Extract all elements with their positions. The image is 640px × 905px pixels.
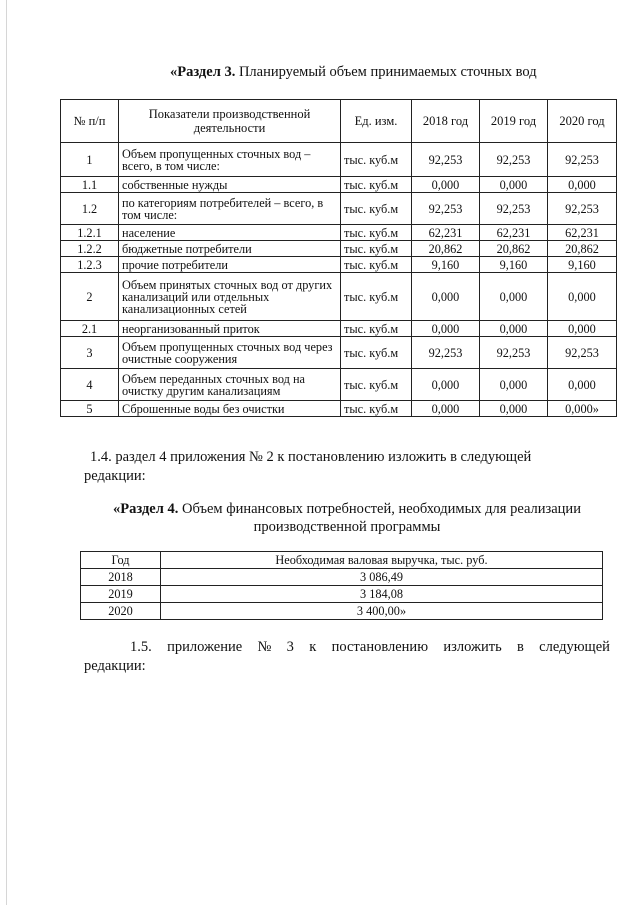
table-row (61, 143, 617, 177)
wastewater-volume-table (60, 99, 617, 417)
section-4-title-text: Объем финансовых потребностей, необходимых для реализации производственной программы (181, 501, 581, 535)
section-4-title (92, 500, 602, 536)
row-indicator: Объем пропущенных сточных вод через очистные сооружения (119, 337, 341, 369)
row-unit: тыс. куб.м (341, 177, 412, 193)
row-number: 1.2.3 (61, 257, 119, 273)
row-number: 1.1 (61, 177, 119, 193)
row-value-2020: 20,862 (548, 241, 617, 257)
header-revenue: Необходимая валовая выручка, тыс. руб. (161, 552, 603, 569)
row-indicator: Сброшенные воды без очистки (119, 401, 341, 417)
row-number: 1.2.1 (61, 225, 119, 241)
header-2019: 2019 год (480, 100, 548, 143)
paragraph-1-5-word: 1.5. (130, 639, 152, 655)
row-indicator: по категориям потребителей – всего, в том числе: (119, 193, 341, 225)
row-number: 1 (61, 143, 119, 177)
row-unit: тыс. куб.м (341, 401, 412, 417)
row-number: 2.1 (61, 321, 119, 337)
row-value-2020: 62,231 (548, 225, 617, 241)
row-value-2019: 0,000 (480, 321, 548, 337)
header-year: Год (81, 552, 161, 569)
row-value-2019: 62,231 (480, 225, 548, 241)
row-year: 2020 (81, 603, 161, 620)
row-value-2019: 0,000 (480, 177, 548, 193)
row-value-2020: 92,253 (548, 337, 617, 369)
paragraph-1-5-word: в (517, 639, 524, 655)
table-row (61, 225, 617, 241)
row-value-2020: 0,000 (548, 273, 617, 321)
row-unit: тыс. куб.м (341, 369, 412, 401)
row-indicator: Объем принятых сточных вод от других канализаций или отдельных канализационных сетей (119, 273, 341, 321)
row-indicator: прочие потребители (119, 257, 341, 273)
paragraph-1-5-word: 3 (286, 639, 294, 655)
table-row (61, 241, 617, 257)
row-value-2020: 92,253 (548, 193, 617, 225)
table-row (61, 337, 617, 369)
financial-needs-table (80, 551, 603, 620)
paragraph-1-5-word: следующей (539, 639, 610, 655)
table-header-row (61, 100, 617, 143)
table-row (61, 177, 617, 193)
row-indicator: Объем пропущенных сточных вод – всего, в том числе: (119, 143, 341, 177)
row-number: 1.2.2 (61, 241, 119, 257)
row-value-2019: 0,000 (480, 369, 548, 401)
row-value-2019: 92,253 (480, 143, 548, 177)
paragraph-1-5-word: приложение (167, 639, 243, 655)
paragraph-1-5 (84, 638, 610, 676)
row-unit: тыс. куб.м (341, 241, 412, 257)
row-value-2019: 20,862 (480, 241, 548, 257)
row-unit: тыс. куб.м (341, 273, 412, 321)
row-indicator: неорганизованный приток (119, 321, 341, 337)
row-value-2019: 92,253 (480, 193, 548, 225)
row-value-2020: 0,000» (548, 401, 617, 417)
paragraph-1-5-word: № (257, 639, 272, 655)
row-value-2020: 0,000 (548, 321, 617, 337)
row-value-2019: 9,160 (480, 257, 548, 273)
table-row (81, 586, 603, 603)
section-3-title-bold: «Раздел 3. (170, 64, 236, 80)
row-year: 2018 (81, 569, 161, 586)
section-3-title (170, 64, 537, 81)
header-number: № п/п (61, 100, 119, 143)
paragraph-1-5-line2: редакции: (84, 658, 146, 674)
section-3-title-text: Планируемый объем принимаемых сточных вод (238, 64, 537, 80)
table-row (61, 193, 617, 225)
paragraph-1-5-line1 (90, 638, 610, 657)
table-row (61, 257, 617, 273)
row-value-2020: 0,000 (548, 369, 617, 401)
table-row (81, 603, 603, 620)
table-row (61, 401, 617, 417)
row-year: 2019 (81, 586, 161, 603)
row-unit: тыс. куб.м (341, 257, 412, 273)
table-row (61, 369, 617, 401)
row-number: 3 (61, 337, 119, 369)
paragraph-1-5-word: к (309, 639, 317, 655)
paragraph-1-5-word: постановлению (331, 639, 429, 655)
row-value-2018: 62,231 (412, 225, 480, 241)
row-value-2018: 0,000 (412, 401, 480, 417)
scan-margin-line (6, 0, 7, 905)
row-unit: тыс. куб.м (341, 225, 412, 241)
paragraph-1-4 (84, 448, 610, 486)
table-row (61, 273, 617, 321)
row-number: 1.2 (61, 193, 119, 225)
row-number: 2 (61, 273, 119, 321)
row-indicator: бюджетные потребители (119, 241, 341, 257)
row-value-2018: 0,000 (412, 177, 480, 193)
row-value-2018: 20,862 (412, 241, 480, 257)
header-unit: Ед. изм. (341, 100, 412, 143)
table-row (81, 569, 603, 586)
row-value-2018: 9,160 (412, 257, 480, 273)
row-revenue: 3 184,08 (161, 586, 603, 603)
row-indicator: население (119, 225, 341, 241)
row-value-2019: 0,000 (480, 273, 548, 321)
row-value-2020: 0,000 (548, 177, 617, 193)
row-revenue: 3 400,00» (161, 603, 603, 620)
paragraph-1-5-word: изложить (443, 639, 502, 655)
row-value-2020: 92,253 (548, 143, 617, 177)
table-row (61, 321, 617, 337)
row-value-2018: 0,000 (412, 369, 480, 401)
row-value-2020: 9,160 (548, 257, 617, 273)
row-value-2018: 92,253 (412, 143, 480, 177)
table-header-row (81, 552, 603, 569)
section-4-title-bold: «Раздел 4. (113, 501, 179, 517)
row-value-2018: 92,253 (412, 337, 480, 369)
row-revenue: 3 086,49 (161, 569, 603, 586)
row-unit: тыс. куб.м (341, 321, 412, 337)
row-value-2019: 0,000 (480, 401, 548, 417)
row-value-2018: 0,000 (412, 321, 480, 337)
row-number: 5 (61, 401, 119, 417)
row-number: 4 (61, 369, 119, 401)
header-2018: 2018 год (412, 100, 480, 143)
paragraph-1-4-line2: редакции: (84, 468, 146, 484)
row-value-2019: 92,253 (480, 337, 548, 369)
row-indicator: собственные нужды (119, 177, 341, 193)
row-indicator: Объем переданных сточных вод на очистку другим канализациям (119, 369, 341, 401)
header-2020: 2020 год (548, 100, 617, 143)
row-value-2018: 0,000 (412, 273, 480, 321)
row-unit: тыс. куб.м (341, 193, 412, 225)
row-unit: тыс. куб.м (341, 143, 412, 177)
row-value-2018: 92,253 (412, 193, 480, 225)
row-unit: тыс. куб.м (341, 337, 412, 369)
header-indicator: Показатели производственной деятельности (119, 100, 341, 143)
paragraph-1-4-line1: 1.4. раздел 4 приложения № 2 к постановлению изложить в следующей (90, 449, 532, 465)
